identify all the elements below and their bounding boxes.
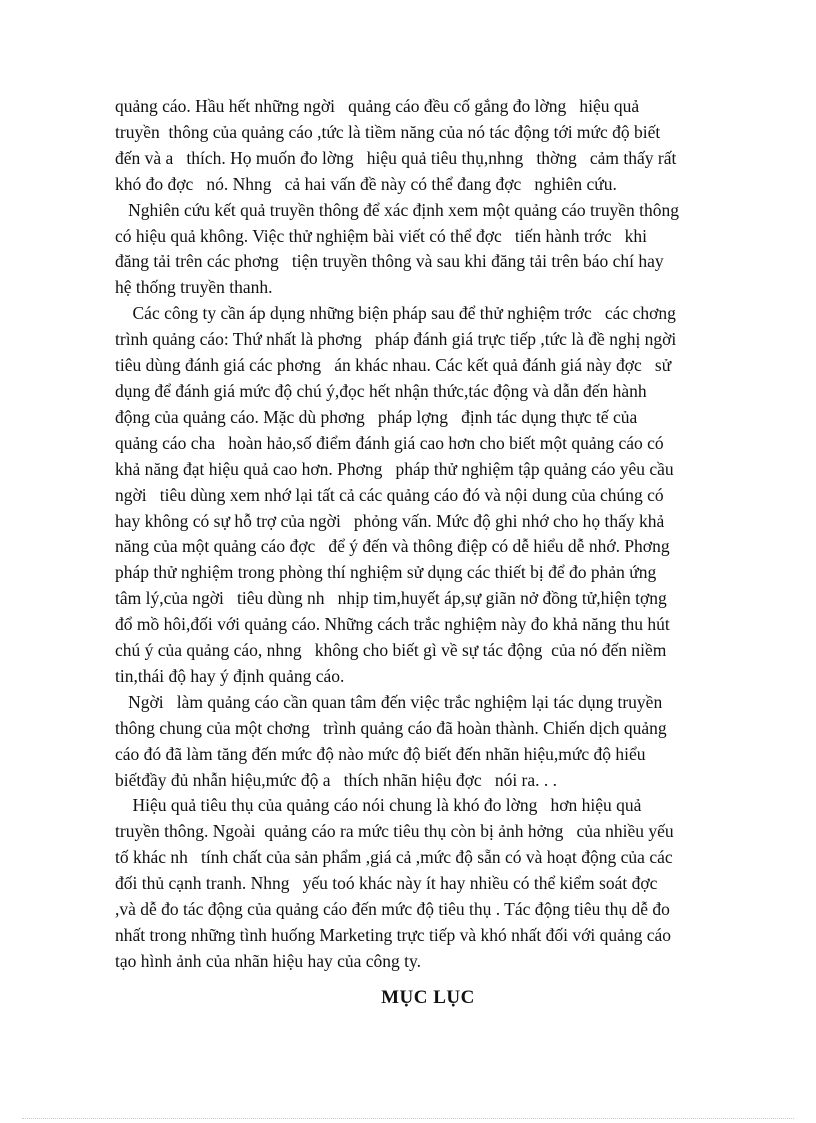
text-line: nhất trong những tình huống Marketing trực tiếp và khó nhất đối với quảng cáo bbox=[115, 925, 672, 945]
text-line: truyền thông. Ngoài quảng cáo ra mức tiêu thụ còn bị ảnh hởng của nhiều yếu bbox=[115, 821, 674, 842]
text-line: thông chung của một chơng trình quảng cáo đã hoàn thành. Chiến dịch quảng bbox=[115, 717, 667, 738]
text-line: năng của một quảng cáo đợc để ý đến và thông điệp có dễ hiểu dễ nhớ. Phơng bbox=[115, 536, 670, 557]
text-line: tố khác nh tính chất của sản phẩm ,giá cả ,mức độ sẵn có và hoạt động của các bbox=[115, 847, 673, 868]
text-line: đổ mồ hôi,đối với quảng cáo. Những cách trắc nghiệm này đo khả năng thu hút bbox=[115, 614, 670, 635]
text-line: hay không có sự hỗ trợ của ngời phỏng vấn. Mức độ ghi nhớ cho họ thấy khả bbox=[115, 510, 665, 531]
text-line: đối thủ cạnh tranh. Nhng yếu toó khác này ít hay nhiều có thể kiểm soát đợc bbox=[115, 873, 658, 894]
text-line: đến và a thích. Họ muốn đo lờng hiệu quả tiêu thụ,nhng thờng cảm thấy rất bbox=[115, 147, 677, 168]
text-line: đăng tải trên các phơng tiện truyền thông và sau khi đăng tải trên báo chí hay bbox=[115, 251, 664, 272]
text-line: cáo đó đã làm tăng đến mức độ nào mức độ biết đến nhãn hiệu,mức độ hiểu bbox=[115, 743, 646, 764]
text-line: hệ thống truyền thanh. bbox=[115, 277, 273, 298]
text-line: khó đo đợc nó. Nhng cả hai vấn đề này có thể đang đợc nghiên cứu. bbox=[115, 173, 617, 194]
page-bottom-divider bbox=[22, 1118, 794, 1119]
text-line: truyền thông của quảng cáo ,tức là tiềm năng của nó tác động tới mức độ biết bbox=[115, 121, 661, 142]
text-line: tạo hình ảnh của nhãn hiệu hay của công ty. bbox=[115, 950, 421, 971]
text-line: có hiệu quả không. Việc thử nghiệm bài viết có thể đợc tiến hành trớc khi bbox=[115, 225, 648, 246]
text-line: tiêu dùng đánh giá các phơng án khác nhau. Các kết quả đánh giá này đợc sử bbox=[115, 355, 672, 376]
text-line: Ngời làm quảng cáo cần quan tâm đến việc trắc nghiệm lại tác dụng truyền bbox=[115, 691, 663, 712]
text-line: quảng cáo. Hầu hết những ngời quảng cáo đều cố gắng đo lờng hiệu quả bbox=[115, 96, 640, 116]
text-line: Các công ty cần áp dụng những biện pháp sau để thử nghiệm trớc các chơng bbox=[115, 303, 676, 324]
text-line: Hiệu quả tiêu thụ của quảng cáo nói chung là khó đo lờng hơn hiệu quả bbox=[115, 795, 642, 816]
text-line: tâm lý,của ngời tiêu dùng nh nhịp tim,huyết áp,sự giãn nở đồng tử,hiện tợng bbox=[115, 588, 667, 609]
text-line: biếtđầy đủ nhẫn hiệu,mức độ a thích nhãn hiệu đợc nói ra. . . bbox=[115, 769, 558, 790]
text-line: dụng để đánh giá mức độ chú ý,đọc hết nhận thức,tác động và dẫn đến hành bbox=[115, 380, 647, 401]
text-line: ,và dễ đo tác động của quảng cáo đến mức độ tiêu thụ . Tác động tiêu thụ dễ đo bbox=[115, 899, 670, 920]
text-line: quảng cáo cha hoàn hảo,số điểm đánh giá cao hơn cho biết một quảng cáo có bbox=[115, 432, 664, 453]
text-line: chú ý của quảng cáo, nhng không cho biết gì về sự tác động của nó đến niềm bbox=[115, 640, 667, 661]
text-line: khả năng đạt hiệu quả cao hơn. Phơng pháp thử nghiệm tập quảng cáo yêu cầu bbox=[115, 458, 674, 479]
body-text bbox=[115, 94, 739, 975]
text-line: ngời tiêu dùng xem nhớ lại tất cả các quảng cáo đó và nội dung của chúng có bbox=[115, 484, 664, 505]
text-line: pháp thử nghiệm trong phòng thí nghiệm sử dụng các thiết bị để đo phản ứng bbox=[115, 562, 657, 583]
toc-heading: MỤC LỤC bbox=[381, 987, 475, 1008]
text-line: tin,thái độ hay ý định quảng cáo. bbox=[115, 665, 345, 686]
text-line: Nghiên cứu kết quả truyền thông để xác định xem một quảng cáo truyền thông bbox=[115, 199, 679, 220]
text-line: trình quảng cáo: Thứ nhất là phơng pháp đánh giá trực tiếp ,tức là đề nghị ngời bbox=[115, 329, 677, 350]
text-line: động của quảng cáo. Mặc dù phơng pháp lợng định tác dụng thực tế của bbox=[115, 406, 638, 427]
